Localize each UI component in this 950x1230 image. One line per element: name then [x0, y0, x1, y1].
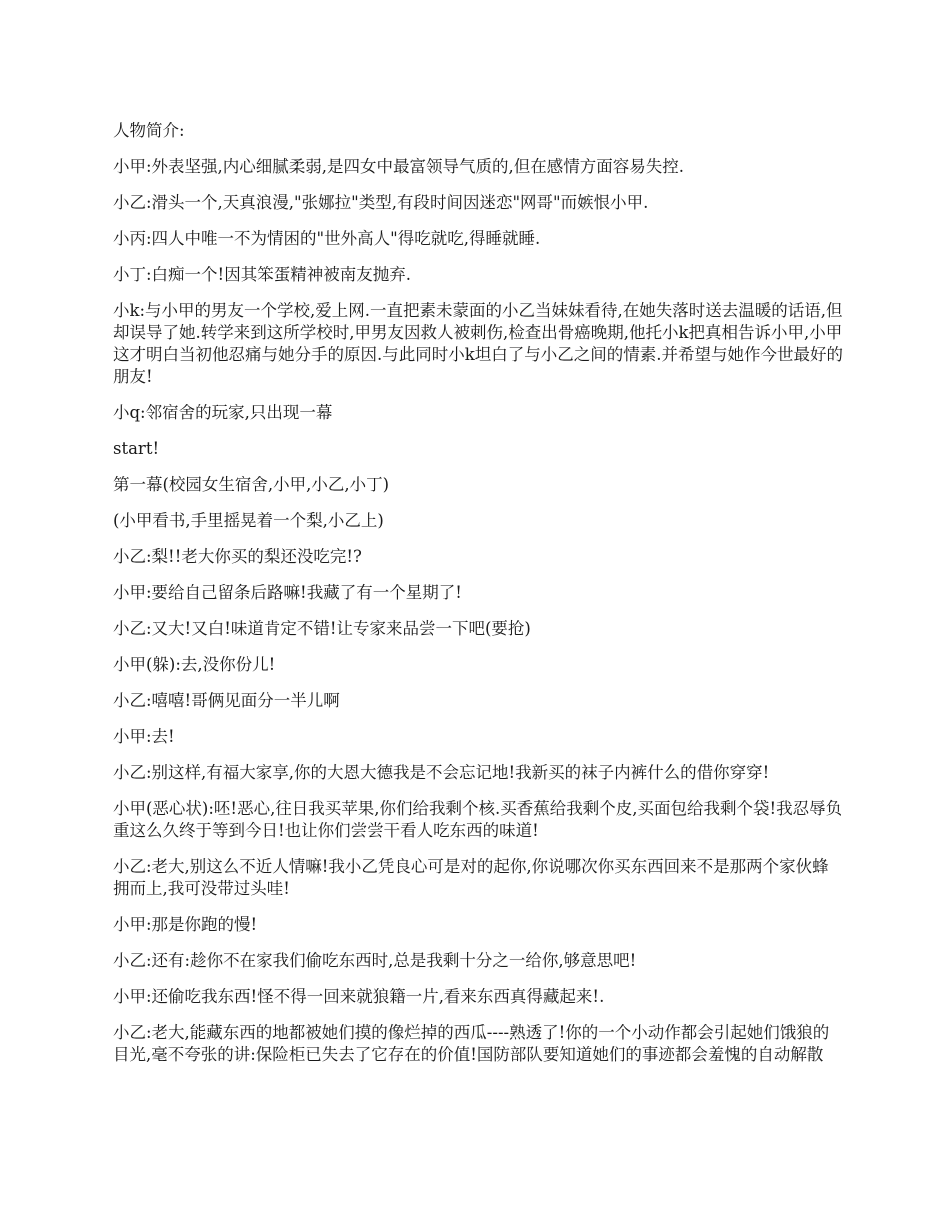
paragraph-character-q: 小q:邻宿舍的玩家,只出现一幕 — [113, 403, 333, 422]
paragraph-character-k: 小k:与小甲的男友一个学校,爱上网.一直把素未蒙面的小乙当妹妹看待,在她失落时送去温暖的话语,但却误导了她.转学来到这所学校时,甲男友因救人被刺伤,检查出骨癌晚期,他托小k把真相告诉小甲,小甲这才明白当初他忍痛与她分手的原因.与此同时小k坦白了与小乙之间的情素.并希望与她作今世最好的朋友! — [113, 301, 843, 386]
paragraph-dialogue: 小甲:要给自己留条后路嘛!我藏了有一个星期了! — [113, 583, 462, 602]
paragraph-dialogue: 小甲:去! — [113, 727, 175, 746]
paragraph-character-jia: 小甲:外表坚强,内心细腻柔弱,是四女中最富领导气质的,但在感情方面容易失控. — [113, 157, 685, 176]
paragraph-dialogue: 小甲:还偷吃我东西!怪不得一回来就狼籍一片,看来东西真得藏起来!. — [113, 987, 605, 1006]
paragraph-dialogue: 小乙:老大,能藏东西的地都被她们摸的像烂掉的西瓜----熟透了!你的一个小动作都会引起她们饿狼的目光,毫不夸张的讲:保险柜已失去了它存在的价值!国防部队要知道她们的事迹都会羞愧的自动解散 — [113, 1023, 830, 1064]
paragraph-dialogue: 小甲(恶心状):呸!恶心,往日我买苹果,你们给我剩个核.买香蕉给我剩个皮,买面包给我剩个袋!我忍辱负重这么久终于等到今日!也让你们尝尝干看人吃东西的味道! — [113, 799, 843, 840]
paragraph-dialogue: 小乙:老大,别这么不近人情嘛!我小乙凭良心可是对的起你,你说哪次你买东西回来不是那两个家伙蜂拥而上,我可没带过头哇! — [113, 857, 829, 898]
paragraph-dialogue: 小乙:又大!又白!味道肯定不错!让专家来品尝一下吧(要抢) — [113, 619, 531, 638]
paragraph-dialogue: 小乙:还有:趁你不在家我们偷吃东西时,总是我剩十分之一给你,够意思吧! — [113, 951, 637, 970]
paragraph-character-ding: 小丁:白痴一个!因其笨蛋精神被南友抛弃. — [113, 265, 411, 284]
paragraph-act-one-title: 第一幕(校园女生宿舍,小甲,小乙,小丁) — [113, 475, 390, 494]
paragraph-character-yi: 小乙:滑头一个,天真浪漫,"张娜拉"类型,有段时间因迷恋"网哥"而嫉恨小甲. — [113, 193, 649, 212]
document-page — [113, 120, 843, 1080]
paragraph-dialogue: 小乙:别这样,有福大家享,你的大恩大德我是不会忘记地!我新买的袜子内裤什么的借你穿穿! — [113, 763, 770, 782]
paragraph-dialogue: 小甲:那是你跑的慢! — [113, 915, 258, 934]
paragraph-character-bing: 小丙:四人中唯一不为情困的"世外高人"得吃就吃,得睡就睡. — [113, 229, 541, 248]
paragraph-dialogue: 小甲(躲):去,没你份儿! — [113, 655, 276, 674]
paragraph-start: start! — [113, 439, 160, 458]
paragraph-dialogue: 小乙:嘻嘻!哥俩见面分一半儿啊 — [113, 691, 340, 710]
paragraph-stage-direction: (小甲看书,手里摇晃着一个梨,小乙上) — [113, 511, 384, 530]
paragraph-heading-characters: 人物简介: — [113, 121, 185, 140]
paragraph-dialogue: 小乙:梨!!老大你买的梨还没吃完!? — [113, 547, 362, 566]
